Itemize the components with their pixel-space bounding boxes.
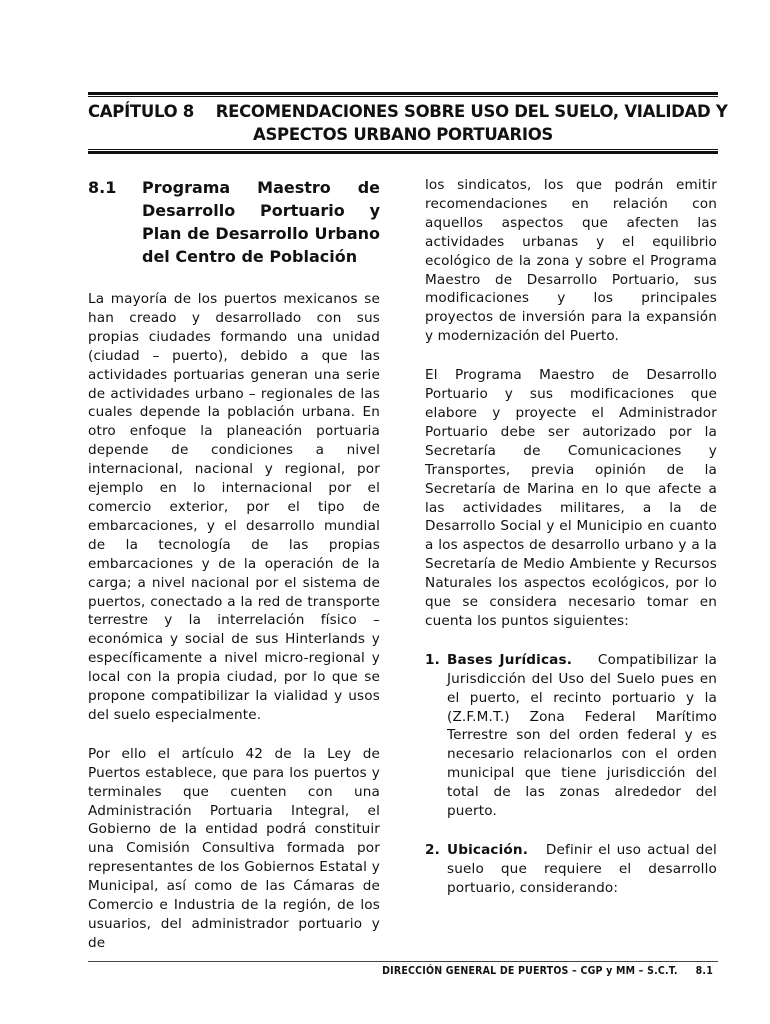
section-title: Programa Maestro de Desarrollo Portuario y Plan de Desarrollo Urbano del Centro de Población <box>142 178 380 266</box>
list-item-lead: Bases Jurídicas. <box>447 651 573 668</box>
list-item <box>425 651 717 821</box>
footer-rule <box>88 961 718 962</box>
list-item-body <box>447 841 717 898</box>
list-item-number: 2. <box>425 842 440 858</box>
right-column <box>425 176 717 898</box>
right-paragraph-2: El Programa Maestro de Desarrollo Portuario y sus modificaciones que elabore y proyecte el Administrador Portuario debe ser autorizado por la Secretaría de Comunicaciones y Transportes, previa opinión de la Secretaría de Marina en lo que afecte a las actividades militares, a la de Desarrollo Social y el Municipio en cuanto a los aspectos de desarrollo urbano y a la Secretaría de Medio Ambiente y Recursos Naturales los aspectos ecológicos, por lo que se considera necesario tomar en cuenta los puntos siguientes: <box>425 367 717 629</box>
right-paragraph-1: los sindicatos, los que podrán emitir recomendaciones en relación con aquellos aspectos que afecten las actividades urbanas y el equilibrio ecológico de la zona y sobre el Programa Maestro de Desarrollo Portuario, sus modificaciones y los principales proyectos de inversión para la expansión y modernización del Puerto. <box>425 177 717 345</box>
list-item <box>425 841 717 898</box>
left-paragraph-1: La mayoría de los puertos mexicanos se han creado y desarrollado con sus propias ciudades formando una unidad (ciudad – puerto), debido a que las actividades portuarias generan una serie de actividades urbano – regionales de las cuales depende la población urbana. En otro enfoque la planeación portuaria depende de condiciones a nivel internacional, nacional y regional, por ejemplo en lo internacional por el comercio exterior, por el tipo de embarcaciones, y el desarrollo mundial de la tecnología de las propias embarcaciones y de la operación de la carga; a nivel nacional por el sistema de puertos, conectado a la red de transporte terrestre y la interrelación físico – económica y social de sus Hinterlands y específicamente a nivel micro-regional y local con la propia ciudad, por lo que se propone compatibilizar la vialidad y usos del suelo especialmente. <box>88 291 380 723</box>
page-number: 8.1 <box>695 965 713 977</box>
list-item-lead: Ubicación. <box>447 842 529 858</box>
footer-text: DIRECCIÓN GENERAL DE PUERTOS – CGP y MM – S.C.T. <box>382 965 678 977</box>
chapter-title-line1: CAPÍTULO 8 RECOMENDACIONES SOBRE USO DEL SUELO, VIALIDAD Y <box>88 102 728 121</box>
chapter-top-rule <box>88 92 718 97</box>
section-number: 8.1 <box>88 178 117 197</box>
page-footer <box>88 963 713 979</box>
list-item-text: Definir el uso actual del suelo que requiere el desarrollo portuario, considerando: <box>447 842 717 896</box>
chapter-bottom-rule <box>88 149 718 154</box>
list-item-body <box>447 651 717 821</box>
left-column <box>88 176 380 953</box>
section-heading <box>88 176 380 268</box>
list-item-number: 1. <box>425 651 440 668</box>
list-item-text: Compatibilizar la Jurisdicción del Uso del Suelo pues en el puerto, el recinto portuario y la (Z.F.M.T.) Zona Federal Marítimo Terrestre son del orden federal y es necesario relacionarlos con el orden municipal que tiene jurisdicción del total de las zonas alrededor del puerto. <box>447 651 718 820</box>
left-paragraph-2: Por ello el artículo 42 de la Ley de Puertos establece, que para los puertos y terminales que cuenten con una Administración Portuaria Integral, el Gobierno de la entidad podrá constituir una Comisión Consultiva formada por representantes de los Gobiernos Estatal y Municipal, así como de las Cámaras de Comercio e Industria de la región, de los usuarios, del administrador portuario y de <box>88 745 380 951</box>
chapter-title-line2: ASPECTOS URBANO PORTUARIOS <box>252 125 554 144</box>
chapter-title <box>88 100 728 146</box>
